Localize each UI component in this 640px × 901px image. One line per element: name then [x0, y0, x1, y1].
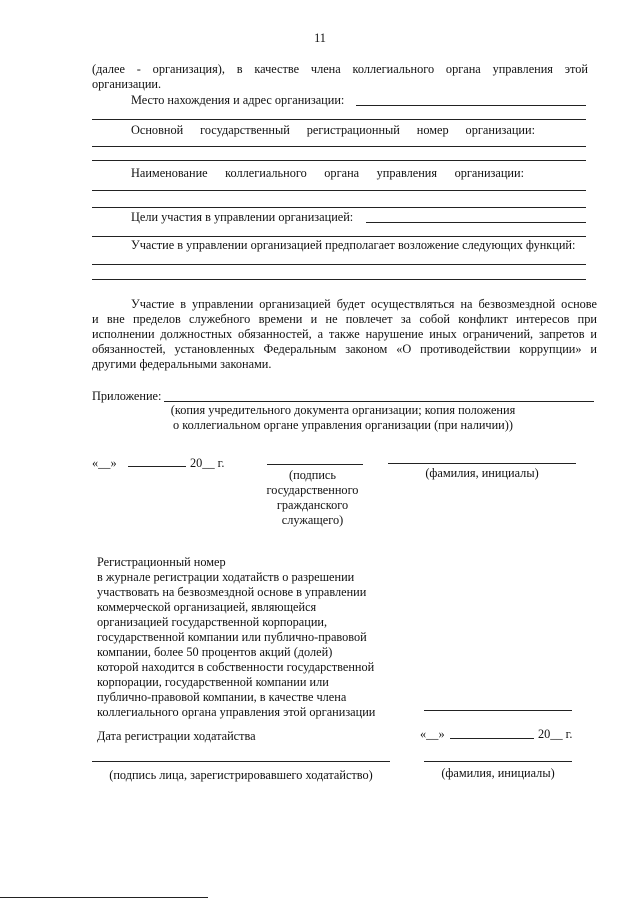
registration-line-8: которой находится в собственности государственной — [97, 660, 375, 674]
ogrn-input-line-1[interactable] — [92, 146, 586, 147]
goals-input-line-2[interactable] — [92, 236, 586, 237]
signature-caption-1: (подпись — [289, 468, 336, 482]
applicant-date-year: 20__ г. — [190, 456, 225, 470]
registration-line-10: публично-правовой компании, в качестве члена — [97, 690, 347, 704]
registration-date-day: «__» — [420, 727, 445, 741]
intro-line-1: (далее - организация), в качестве члена коллегиального органа управления этой — [92, 62, 588, 76]
registration-number-line[interactable] — [424, 710, 572, 711]
signature-caption-4: служащего) — [281, 513, 344, 527]
registration-line-1: Регистрационный номер — [97, 555, 226, 569]
registration-date-year: 20__ г. — [538, 727, 573, 741]
signature-caption-2: государственного — [266, 483, 359, 497]
registration-line-3: участвовать на безвозмездной основе в управлении — [97, 585, 367, 599]
applicant-date-month-line[interactable] — [128, 466, 186, 467]
registration-line-2: в журнале регистрации ходатайств о разрешении — [97, 570, 355, 584]
statement-line-3: исполнении должностных обязанностей, а также нарушение иных ограничений, запретов и — [92, 327, 597, 341]
signature-caption-3: гражданского — [276, 498, 349, 512]
name-caption: (фамилия, инициалы) — [425, 466, 539, 480]
statement-line-4: обязанностей, установленных Федеральным законом «О противодействии коррупции» и — [92, 342, 597, 356]
registration-line-9: корпорации, государственной компании или — [97, 675, 329, 689]
registrar-signature-line[interactable] — [92, 761, 390, 762]
appendix-label: Приложение: — [92, 389, 162, 403]
registration-date-month-line[interactable] — [450, 738, 534, 739]
registration-line-5: организацией государственной корпорации, — [97, 615, 328, 629]
functions-input-line-2[interactable] — [92, 279, 586, 280]
registrar-caption: (подпись лица, зарегистрировавшего ходатайство) — [109, 768, 373, 782]
ogrn-input-line-2[interactable] — [92, 160, 586, 161]
goals-label: Цели участия в управлении организацией: — [131, 210, 354, 224]
address-input-line-1[interactable] — [356, 105, 586, 106]
statement-line-5: другими федеральными законами. — [92, 357, 272, 371]
page-number: 11 — [314, 31, 326, 45]
statement-line-2: и вне пределов служебного времени и не повлечет за собой конфликт интересов при — [92, 312, 597, 326]
applicant-signature-line[interactable] — [267, 464, 363, 465]
applicant-date-day: «__» — [92, 456, 117, 470]
body-name-input-line-1[interactable] — [92, 190, 586, 191]
functions-input-line-1[interactable] — [92, 264, 586, 265]
registration-date-label: Дата регистрации ходатайства — [97, 729, 256, 743]
appendix-note-line-2: о коллегиальном органе управления организации (при наличии)) — [173, 418, 513, 432]
body-name-label: Наименование коллегиального органа управления организации: — [131, 166, 524, 180]
footnote-separator — [0, 897, 208, 898]
address-input-line-2[interactable] — [92, 119, 586, 120]
goals-input-line-1[interactable] — [366, 222, 586, 223]
body-name-input-line-2[interactable] — [92, 207, 586, 208]
appendix-input-line[interactable] — [164, 401, 594, 402]
functions-label: Участие в управлении организацией предполагает возложение следующих функций: — [131, 238, 576, 252]
registrar-name-caption: (фамилия, инициалы) — [441, 766, 555, 780]
registration-line-7: компании, более 50 процентов акций (долей) — [97, 645, 333, 659]
registration-line-4: коммерческой организацией, являющейся — [97, 600, 317, 614]
ogrn-label: Основной государственный регистрационный номер организации: — [131, 123, 535, 137]
appendix-note-line-1: (копия учредительного документа организации; копия положения — [170, 403, 516, 417]
registration-line-11: коллегиального органа управления этой организации — [97, 705, 376, 719]
intro-line-2: организации. — [92, 77, 162, 91]
address-label: Место нахождения и адрес организации: — [131, 93, 345, 107]
registration-line-6: государственной компании или публично-правовой — [97, 630, 367, 644]
registrar-name-line[interactable] — [424, 761, 572, 762]
applicant-name-line[interactable] — [388, 463, 576, 464]
statement-line-1: Участие в управлении организацией будет осуществляться на безвозмездной основе — [131, 297, 597, 311]
